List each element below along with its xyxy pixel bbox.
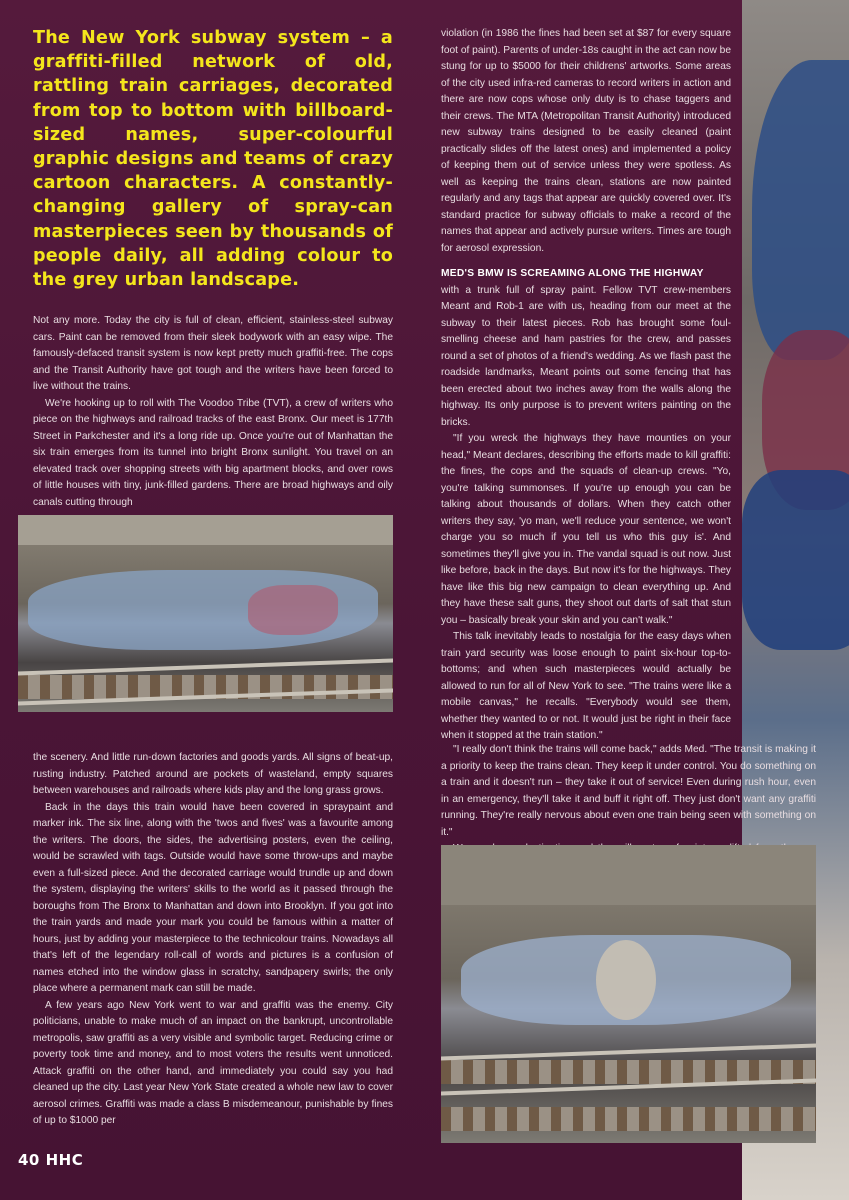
body-paragraph: Back in the days this train would have been covered in spraypaint and marker ink. The six line, along with the 'twos and fives' was a favourite among the writers. The doors, the sides, the advertising posters, even the ceiling, would be scrawled with tags. Outside would have some throw-ups and maybe even a full-sized piece. And the decorated carriage would trundle up and down the system, displaying the writers' skills to the world as it passed through the boroughs from The Bronx to Manhattan and down into Brooklyn. If you got into the train yards and made your mark you could be famous within a matter of hours, just by adding your masterpiece to the technicolour trains. Nowadays all that's left of the legendary roll-call of words and pictures is a confusion of names etched into the window glass in scratchy, sandpapery swirls; the only place where a permanent mark can still be made. — [33, 801, 393, 994]
section-subhead: MED'S BMW IS SCREAMING ALONG THE HIGHWAY — [441, 268, 704, 279]
graffiti-wall-photo-2 — [441, 845, 816, 1143]
subhead-continuation: with a trunk full of spray paint. Fellow TVT crew-members Meant and Rob-1 are with us, heading from our meet at the subway to their latest pieces. Rob has brought some foul-smelling cheese and ham pastries for the crew, and passes round a set of photos of a friend's wedding. As we flash past the roadside landmarks, Meant points out some fencing that has been erected about two inches away from the walls along the highway. Its only purpose is to prevent writers painting on the bricks. — [441, 284, 731, 428]
lead-paragraph: The New York subway system – a graffiti-filled network of old, rattling train carriages, decorated from top to bottom with billboard-sized names, super-colourful graphic designs and teams of crazy cartoon characters. A constantly-changing gallery of spray-can masterpieces seen by thousands of people daily, all adding colour to the grey urban landscape. — [33, 28, 393, 291]
graffiti-blue-shape — [752, 60, 849, 360]
column-1-bottom — [33, 750, 393, 1130]
graffiti-character — [596, 940, 656, 1020]
body-paragraph: "I really don't think the trains will come back," adds Med. "The transit is making it a priority to keep the trains clean. They keep it under control. You do something on a train and it doesn't run – they take it out of service! Even during rush hour, even in an emergency, they'll take it and buff it right off. They just don't want any graffiti running. They're really nervous about even one train being seen with something on it." — [441, 744, 816, 838]
body-paragraph: Not any more. Today the city is full of clean, efficient, stainless-steel subway cars. Paint can be removed from their sleek bodywork with an easy wipe. The famously-defaced transit system is now kept pretty much graffiti-free. The cops and the Transit Authority have got tough and the writers have been forced to live without the trains. — [33, 315, 393, 392]
column-1-top — [33, 313, 393, 511]
column-2 — [441, 26, 731, 745]
body-paragraph: A few years ago New York went to war and graffiti was the enemy. City politicians, unable to make much of an impact on the bankrupt, uncontrollable metropolis, saw graffiti as a very visible and symbolic target. Reducing crime or poverty took time and money, and to most voters the results went unnoticed. Attack graffiti on the other hand, and immediately you could say you had cleaned up the city. Last year New York State created a whole new law to cover aerosol crimes. Graffiti was made a class B misdemeanour, punishable by fines of up to $1000 per — [33, 999, 393, 1126]
subhead-paragraph — [441, 266, 731, 431]
body-paragraph: violation (in 1986 the fines had been set at $87 for every square foot of paint). Parents of under-18s caught in the act can now be stung for up to $5000 for their childrens' artworks. Some areas of the city used infra-red cameras to record writers in action and there are now cops whose only duty is to chase taggers and their crews. The MTA (Metropolitan Transit Authority) introduced new subway trains designed to be easily cleaned (paint practically slides off the latest ones) and implemented a policy of keeping them out of service unless they were spotless. As well as keeping the trains clean, stations are now painted regularly and any tags that appear are quickly covered over. It's standard practice for subway officials to make a record of the names that appear and actively pursue writers. Times are tough for aerosol expression. — [441, 28, 731, 254]
body-paragraph: the scenery. And little run-down factories and goods yards. All signs of beat-up, rusting industry. Patched around are pockets of wasteland, empty squares between warehouses and railroads where kids play and the long grass grows. — [33, 752, 393, 796]
body-paragraph: "If you wreck the highways they have mounties on your head," Meant declares, describing the efforts made to kill graffiti: the fines, the cops and the squads of clean-up crews. "Yo, you're talking summonses. If you're up enough you can be talking about thousands of dollars. When they catch other writers they say, 'yo man, we'll reduce your sentence, we won't charge you so much if you tell us who this guy is'. And sometimes they'll give you in. The vandal squad is out now. Just like before, back in the days. But now it's for the highways. They have like this big new campaign to clean everything up. And they have these salt guns, they shoot out darts of salt that stun you – basically break your skin and you can't walk." — [441, 433, 731, 626]
body-paragraph: This talk inevitably leads to nostalgia for the easy days when train yard security was loose enough to paint six-hour top-to-bottoms; and when such masterpieces would actually be allowed to run for all of New York to see. "The trains were like a mobile canvas," he recalls. "Everybody would see them, whether they wanted to or not. It would just be right in their face when it stopped at the train station." — [441, 631, 731, 741]
body-paragraph: We're hooking up to roll with The Voodoo Tribe (TVT), a crew of writers who piece on the highways and railroad tracks of the east Bronx. Our meet is 177th Street in Parkchester and it's a long ride up. Once you're out of Manhattan the six train emerges from its tunnel into bright Bronx sunlight. You travel on an elevated track over shopping streets with big apartment blocks, and over rows of little houses with tiny, junk-filled gardens. There are broad highways and oily canals cutting through — [33, 397, 393, 508]
page-folio: 40 HHC — [18, 1151, 84, 1169]
graffiti-wall-photo-1 — [18, 515, 393, 712]
graffiti-blue-shape-lower — [742, 470, 849, 650]
graffiti-piece-red — [248, 585, 338, 635]
